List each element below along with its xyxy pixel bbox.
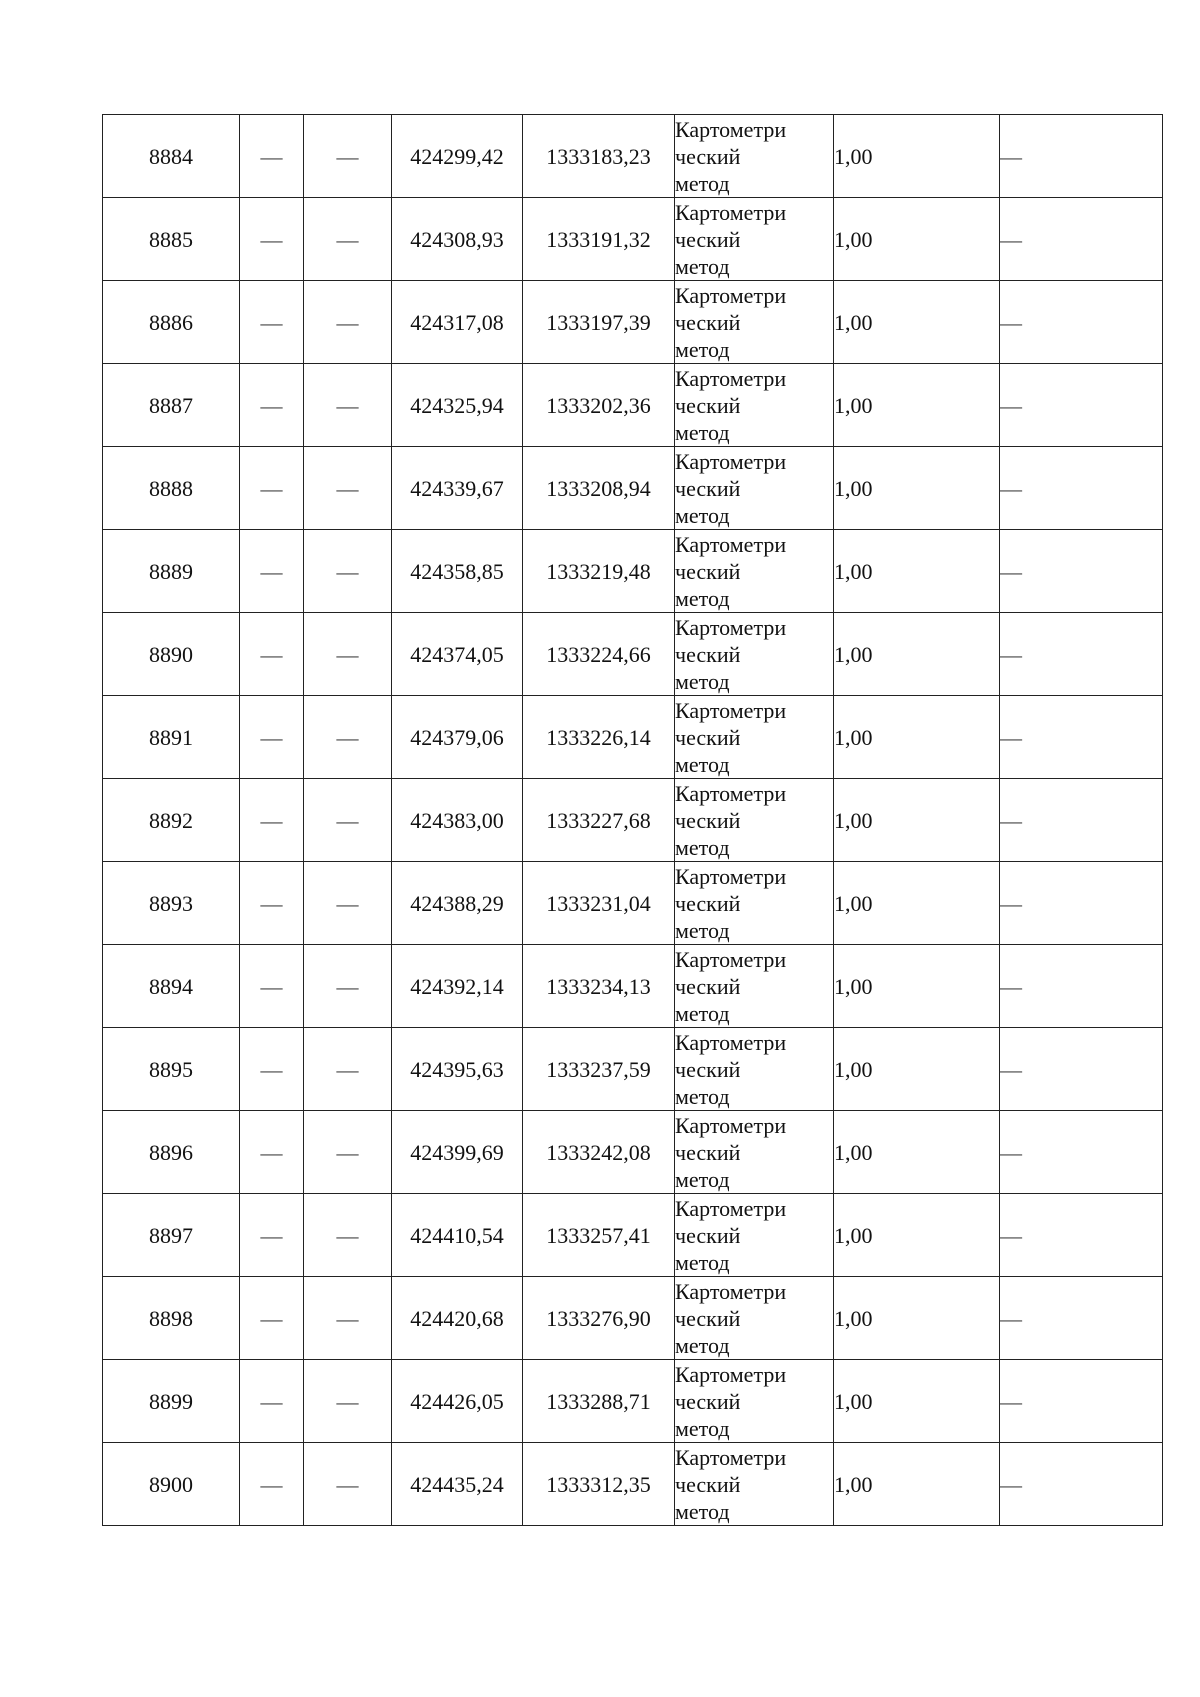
method-text-line: ческий	[675, 641, 741, 667]
method-text-line: метод	[675, 1249, 730, 1275]
method-text-line: Картометри	[675, 448, 787, 474]
x-coordinate-cell: 424410,54	[392, 1194, 523, 1277]
empty-value-cell: —	[240, 530, 304, 613]
accuracy-cell: 1,00	[834, 281, 1000, 364]
empty-value-cell: —	[240, 1028, 304, 1111]
x-coordinate-cell: 424420,68	[392, 1277, 523, 1360]
method-cell	[675, 1443, 834, 1526]
empty-value-cell: —	[304, 1111, 392, 1194]
method-text-line: Картометри	[675, 1278, 787, 1304]
empty-value-cell: —	[240, 364, 304, 447]
method-text-line: метод	[675, 253, 730, 279]
table-row	[103, 862, 1163, 945]
empty-value-cell: —	[240, 779, 304, 862]
accuracy-cell: 1,00	[834, 1277, 1000, 1360]
method-text-line: ческий	[675, 973, 741, 999]
method-text-line: ческий	[675, 1222, 741, 1248]
method-text-line: метод	[675, 419, 730, 445]
method-cell	[675, 613, 834, 696]
y-coordinate-cell: 1333224,66	[523, 613, 675, 696]
method-text-line: метод	[675, 502, 730, 528]
accuracy-cell: 1,00	[834, 1443, 1000, 1526]
point-number-cell: 8895	[103, 1028, 240, 1111]
table-body	[103, 115, 1163, 1526]
y-coordinate-cell: 1333288,71	[523, 1360, 675, 1443]
method-text-line: ческий	[675, 890, 741, 916]
method-text-line: Картометри	[675, 116, 787, 142]
description-cell: —	[1000, 1360, 1163, 1443]
point-number-cell: 8892	[103, 779, 240, 862]
method-text-line: ческий	[675, 392, 741, 418]
empty-value-cell: —	[240, 862, 304, 945]
x-coordinate-cell: 424435,24	[392, 1443, 523, 1526]
empty-value-cell: —	[240, 1360, 304, 1443]
description-cell: —	[1000, 447, 1163, 530]
y-coordinate-cell: 1333219,48	[523, 530, 675, 613]
x-coordinate-cell: 424325,94	[392, 364, 523, 447]
method-text-line: ческий	[675, 143, 741, 169]
y-coordinate-cell: 1333226,14	[523, 696, 675, 779]
method-text-line: Картометри	[675, 697, 787, 723]
method-text-line: ческий	[675, 1056, 741, 1082]
description-cell: —	[1000, 115, 1163, 198]
accuracy-cell: 1,00	[834, 1111, 1000, 1194]
point-number-cell: 8896	[103, 1111, 240, 1194]
y-coordinate-cell: 1333208,94	[523, 447, 675, 530]
x-coordinate-cell: 424388,29	[392, 862, 523, 945]
point-number-cell: 8891	[103, 696, 240, 779]
table-row	[103, 447, 1163, 530]
empty-value-cell: —	[304, 779, 392, 862]
method-text-line: Картометри	[675, 1444, 787, 1470]
method-cell	[675, 779, 834, 862]
method-text-line: метод	[675, 170, 730, 196]
method-cell	[675, 945, 834, 1028]
accuracy-cell: 1,00	[834, 364, 1000, 447]
description-cell: —	[1000, 198, 1163, 281]
table-row	[103, 945, 1163, 1028]
method-text-line: метод	[675, 751, 730, 777]
table-row	[103, 1194, 1163, 1277]
method-text-line: метод	[675, 917, 730, 943]
method-cell	[675, 447, 834, 530]
point-number-cell: 8899	[103, 1360, 240, 1443]
x-coordinate-cell: 424383,00	[392, 779, 523, 862]
empty-value-cell: —	[304, 364, 392, 447]
y-coordinate-cell: 1333227,68	[523, 779, 675, 862]
method-text-line: Картометри	[675, 199, 787, 225]
x-coordinate-cell: 424339,67	[392, 447, 523, 530]
accuracy-cell: 1,00	[834, 945, 1000, 1028]
table-row	[103, 198, 1163, 281]
y-coordinate-cell: 1333231,04	[523, 862, 675, 945]
description-cell: —	[1000, 696, 1163, 779]
y-coordinate-cell: 1333202,36	[523, 364, 675, 447]
description-cell: —	[1000, 779, 1163, 862]
accuracy-cell: 1,00	[834, 447, 1000, 530]
accuracy-cell: 1,00	[834, 1360, 1000, 1443]
method-text-line: ческий	[675, 1139, 741, 1165]
empty-value-cell: —	[240, 198, 304, 281]
method-text-line: ческий	[675, 226, 741, 252]
method-cell	[675, 198, 834, 281]
method-text-line: ческий	[675, 558, 741, 584]
empty-value-cell: —	[304, 945, 392, 1028]
method-text-line: ческий	[675, 807, 741, 833]
x-coordinate-cell: 424379,06	[392, 696, 523, 779]
accuracy-cell: 1,00	[834, 1028, 1000, 1111]
method-text-line: Картометри	[675, 946, 787, 972]
table-row	[103, 281, 1163, 364]
method-cell	[675, 115, 834, 198]
description-cell: —	[1000, 613, 1163, 696]
empty-value-cell: —	[304, 1443, 392, 1526]
description-cell: —	[1000, 281, 1163, 364]
table-row	[103, 613, 1163, 696]
y-coordinate-cell: 1333237,59	[523, 1028, 675, 1111]
description-cell: —	[1000, 530, 1163, 613]
y-coordinate-cell: 1333312,35	[523, 1443, 675, 1526]
empty-value-cell: —	[240, 281, 304, 364]
x-coordinate-cell: 424374,05	[392, 613, 523, 696]
method-text-line: метод	[675, 1000, 730, 1026]
empty-value-cell: —	[240, 696, 304, 779]
empty-value-cell: —	[304, 1360, 392, 1443]
method-text-line: Картометри	[675, 531, 787, 557]
empty-value-cell: —	[304, 1194, 392, 1277]
x-coordinate-cell: 424299,42	[392, 115, 523, 198]
empty-value-cell: —	[304, 115, 392, 198]
empty-value-cell: —	[240, 1443, 304, 1526]
empty-value-cell: —	[240, 1111, 304, 1194]
method-cell	[675, 696, 834, 779]
accuracy-cell: 1,00	[834, 198, 1000, 281]
empty-value-cell: —	[304, 530, 392, 613]
table-row	[103, 1443, 1163, 1526]
description-cell: —	[1000, 364, 1163, 447]
x-coordinate-cell: 424317,08	[392, 281, 523, 364]
method-text-line: Картометри	[675, 780, 787, 806]
method-text-line: ческий	[675, 1305, 741, 1331]
point-number-cell: 8886	[103, 281, 240, 364]
empty-value-cell: —	[240, 945, 304, 1028]
method-cell	[675, 1277, 834, 1360]
y-coordinate-cell: 1333183,23	[523, 115, 675, 198]
point-number-cell: 8898	[103, 1277, 240, 1360]
x-coordinate-cell: 424395,63	[392, 1028, 523, 1111]
point-number-cell: 8884	[103, 115, 240, 198]
method-text-line: ческий	[675, 1388, 741, 1414]
method-text-line: ческий	[675, 724, 741, 750]
description-cell: —	[1000, 1443, 1163, 1526]
method-cell	[675, 1360, 834, 1443]
x-coordinate-cell: 424392,14	[392, 945, 523, 1028]
method-text-line: ческий	[675, 1471, 741, 1497]
y-coordinate-cell: 1333191,32	[523, 198, 675, 281]
point-number-cell: 8893	[103, 862, 240, 945]
empty-value-cell: —	[240, 115, 304, 198]
empty-value-cell: —	[304, 1277, 392, 1360]
description-cell: —	[1000, 1028, 1163, 1111]
point-number-cell: 8890	[103, 613, 240, 696]
method-text-line: Картометри	[675, 365, 787, 391]
method-text-line: Картометри	[675, 282, 787, 308]
method-text-line: метод	[675, 834, 730, 860]
empty-value-cell: —	[304, 281, 392, 364]
method-text-line: Картометри	[675, 863, 787, 889]
description-cell: —	[1000, 945, 1163, 1028]
empty-value-cell: —	[304, 447, 392, 530]
point-number-cell: 8897	[103, 1194, 240, 1277]
table-row	[103, 1028, 1163, 1111]
empty-value-cell: —	[304, 862, 392, 945]
x-coordinate-cell: 424399,69	[392, 1111, 523, 1194]
description-cell: —	[1000, 862, 1163, 945]
method-text-line: метод	[675, 1166, 730, 1192]
empty-value-cell: —	[240, 1194, 304, 1277]
method-text-line: ческий	[675, 309, 741, 335]
method-text-line: метод	[675, 1083, 730, 1109]
method-cell	[675, 281, 834, 364]
point-number-cell: 8894	[103, 945, 240, 1028]
point-number-cell: 8888	[103, 447, 240, 530]
coordinates-table	[102, 114, 1163, 1526]
method-text-line: ческий	[675, 475, 741, 501]
accuracy-cell: 1,00	[834, 1194, 1000, 1277]
table-row	[103, 1111, 1163, 1194]
method-cell	[675, 530, 834, 613]
table-row	[103, 696, 1163, 779]
y-coordinate-cell: 1333276,90	[523, 1277, 675, 1360]
method-text-line: метод	[675, 668, 730, 694]
table-row	[103, 115, 1163, 198]
empty-value-cell: —	[240, 613, 304, 696]
accuracy-cell: 1,00	[834, 779, 1000, 862]
description-cell: —	[1000, 1111, 1163, 1194]
method-text-line: метод	[675, 336, 730, 362]
method-text-line: Картометри	[675, 614, 787, 640]
method-cell	[675, 364, 834, 447]
description-cell: —	[1000, 1277, 1163, 1360]
accuracy-cell: 1,00	[834, 696, 1000, 779]
method-cell	[675, 862, 834, 945]
table-row	[103, 1360, 1163, 1443]
empty-value-cell: —	[304, 1028, 392, 1111]
method-text-line: метод	[675, 1415, 730, 1441]
empty-value-cell: —	[240, 1277, 304, 1360]
empty-value-cell: —	[304, 696, 392, 779]
description-cell: —	[1000, 1194, 1163, 1277]
table-row	[103, 779, 1163, 862]
accuracy-cell: 1,00	[834, 530, 1000, 613]
method-cell	[675, 1194, 834, 1277]
table-row	[103, 1277, 1163, 1360]
point-number-cell: 8889	[103, 530, 240, 613]
method-cell	[675, 1111, 834, 1194]
method-cell	[675, 1028, 834, 1111]
y-coordinate-cell: 1333234,13	[523, 945, 675, 1028]
x-coordinate-cell: 424358,85	[392, 530, 523, 613]
method-text-line: метод	[675, 1332, 730, 1358]
y-coordinate-cell: 1333257,41	[523, 1194, 675, 1277]
method-text-line: метод	[675, 1498, 730, 1524]
method-text-line: Картометри	[675, 1195, 787, 1221]
point-number-cell: 8900	[103, 1443, 240, 1526]
empty-value-cell: —	[304, 613, 392, 696]
table-row	[103, 530, 1163, 613]
empty-value-cell: —	[240, 447, 304, 530]
y-coordinate-cell: 1333242,08	[523, 1111, 675, 1194]
x-coordinate-cell: 424308,93	[392, 198, 523, 281]
accuracy-cell: 1,00	[834, 613, 1000, 696]
x-coordinate-cell: 424426,05	[392, 1360, 523, 1443]
point-number-cell: 8885	[103, 198, 240, 281]
accuracy-cell: 1,00	[834, 862, 1000, 945]
accuracy-cell: 1,00	[834, 115, 1000, 198]
method-text-line: Картометри	[675, 1361, 787, 1387]
method-text-line: Картометри	[675, 1029, 787, 1055]
table-row	[103, 364, 1163, 447]
method-text-line: метод	[675, 585, 730, 611]
method-text-line: Картометри	[675, 1112, 787, 1138]
point-number-cell: 8887	[103, 364, 240, 447]
empty-value-cell: —	[304, 198, 392, 281]
y-coordinate-cell: 1333197,39	[523, 281, 675, 364]
